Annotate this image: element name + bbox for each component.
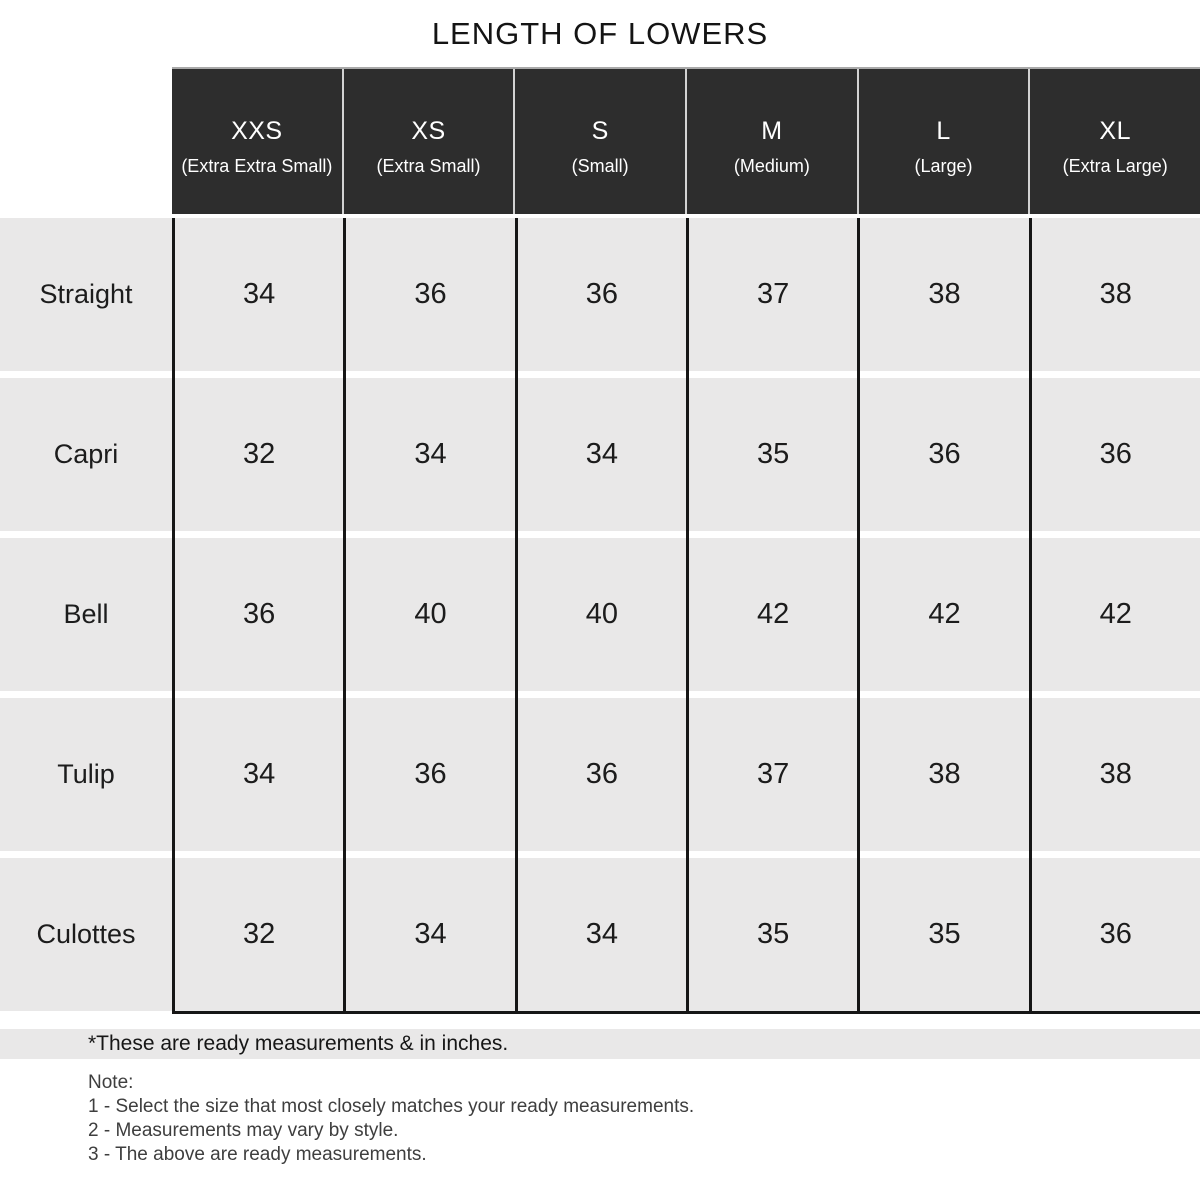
table-body xyxy=(172,218,1200,1014)
column-header-s xyxy=(515,69,685,214)
size-full-name: (Medium) xyxy=(733,155,810,176)
note-heading: Note: xyxy=(88,1072,134,1093)
table-cell: 35 xyxy=(689,858,857,1011)
table-column-s xyxy=(515,218,686,1011)
size-abbr: L xyxy=(936,116,951,145)
size-full-name: (Extra Small) xyxy=(376,155,481,176)
table-column-l xyxy=(857,218,1028,1011)
table-cell: 37 xyxy=(689,698,857,851)
table-cell: 34 xyxy=(175,698,343,851)
column-header-xl xyxy=(1030,69,1200,214)
table-cell: 36 xyxy=(1032,858,1200,1011)
table-cell: 36 xyxy=(860,378,1028,531)
table-cell: 42 xyxy=(689,538,857,691)
size-full-name: (Large) xyxy=(914,155,973,176)
column-header-m xyxy=(687,69,857,214)
table-cell: 38 xyxy=(860,218,1028,371)
table-cell: 42 xyxy=(860,538,1028,691)
table-cell: 34 xyxy=(346,858,514,1011)
table-cell: 32 xyxy=(175,858,343,1011)
row-label-bell: Bell xyxy=(0,538,172,691)
note-line: 2 - Measurements may vary by style. xyxy=(88,1120,399,1141)
table-cell: 34 xyxy=(518,858,686,1011)
footnote-strip xyxy=(0,1029,1200,1059)
row-label-culottes: Culottes xyxy=(0,858,172,1011)
table-cell: 35 xyxy=(689,378,857,531)
table-cell: 38 xyxy=(860,698,1028,851)
size-abbr: S xyxy=(591,116,609,145)
page-title: LENGTH OF LOWERS xyxy=(431,16,769,51)
table-cell: 34 xyxy=(175,218,343,371)
size-abbr: XXS xyxy=(231,116,283,145)
table-cell: 38 xyxy=(1032,698,1200,851)
table-cell: 36 xyxy=(518,218,686,371)
table-column-m xyxy=(686,218,857,1011)
footnote-text: *These are ready measurements & in inches. xyxy=(88,1032,509,1055)
row-label-straight: Straight xyxy=(0,218,172,371)
table-column-xl xyxy=(1029,218,1200,1011)
size-abbr: XL xyxy=(1099,116,1131,145)
table-cell: 36 xyxy=(1032,378,1200,531)
row-label-capri: Capri xyxy=(0,378,172,531)
table-cell: 34 xyxy=(518,378,686,531)
size-full-name: (Extra Extra Small) xyxy=(181,155,333,176)
table-column-xs xyxy=(343,218,514,1011)
table-cell: 36 xyxy=(346,218,514,371)
size-full-name: (Extra Large) xyxy=(1062,155,1168,176)
note-line: 1 - Select the size that most closely matches your ready measurements. xyxy=(88,1096,695,1117)
table-cell: 34 xyxy=(346,378,514,531)
row-labels-column xyxy=(0,218,172,1011)
table-cell: 42 xyxy=(1032,538,1200,691)
column-header-l xyxy=(859,69,1029,214)
table-cell: 35 xyxy=(860,858,1028,1011)
table-cell: 36 xyxy=(518,698,686,851)
table-column-xxs xyxy=(172,218,343,1011)
table-cell: 32 xyxy=(175,378,343,531)
table-cell: 38 xyxy=(1032,218,1200,371)
size-abbr: XS xyxy=(411,116,446,145)
table-cell: 40 xyxy=(346,538,514,691)
column-header-xs xyxy=(344,69,514,214)
table-cell: 40 xyxy=(518,538,686,691)
size-abbr: M xyxy=(761,116,783,145)
size-full-name: (Small) xyxy=(571,155,629,176)
note-block xyxy=(88,1071,694,1167)
column-header-xxs xyxy=(172,69,342,214)
table-cell: 36 xyxy=(175,538,343,691)
table-cell: 36 xyxy=(346,698,514,851)
note-line: 3 - The above are ready measurements. xyxy=(88,1144,427,1165)
table-header-row xyxy=(172,67,1200,214)
row-label-tulip: Tulip xyxy=(0,698,172,851)
table-cell: 37 xyxy=(689,218,857,371)
